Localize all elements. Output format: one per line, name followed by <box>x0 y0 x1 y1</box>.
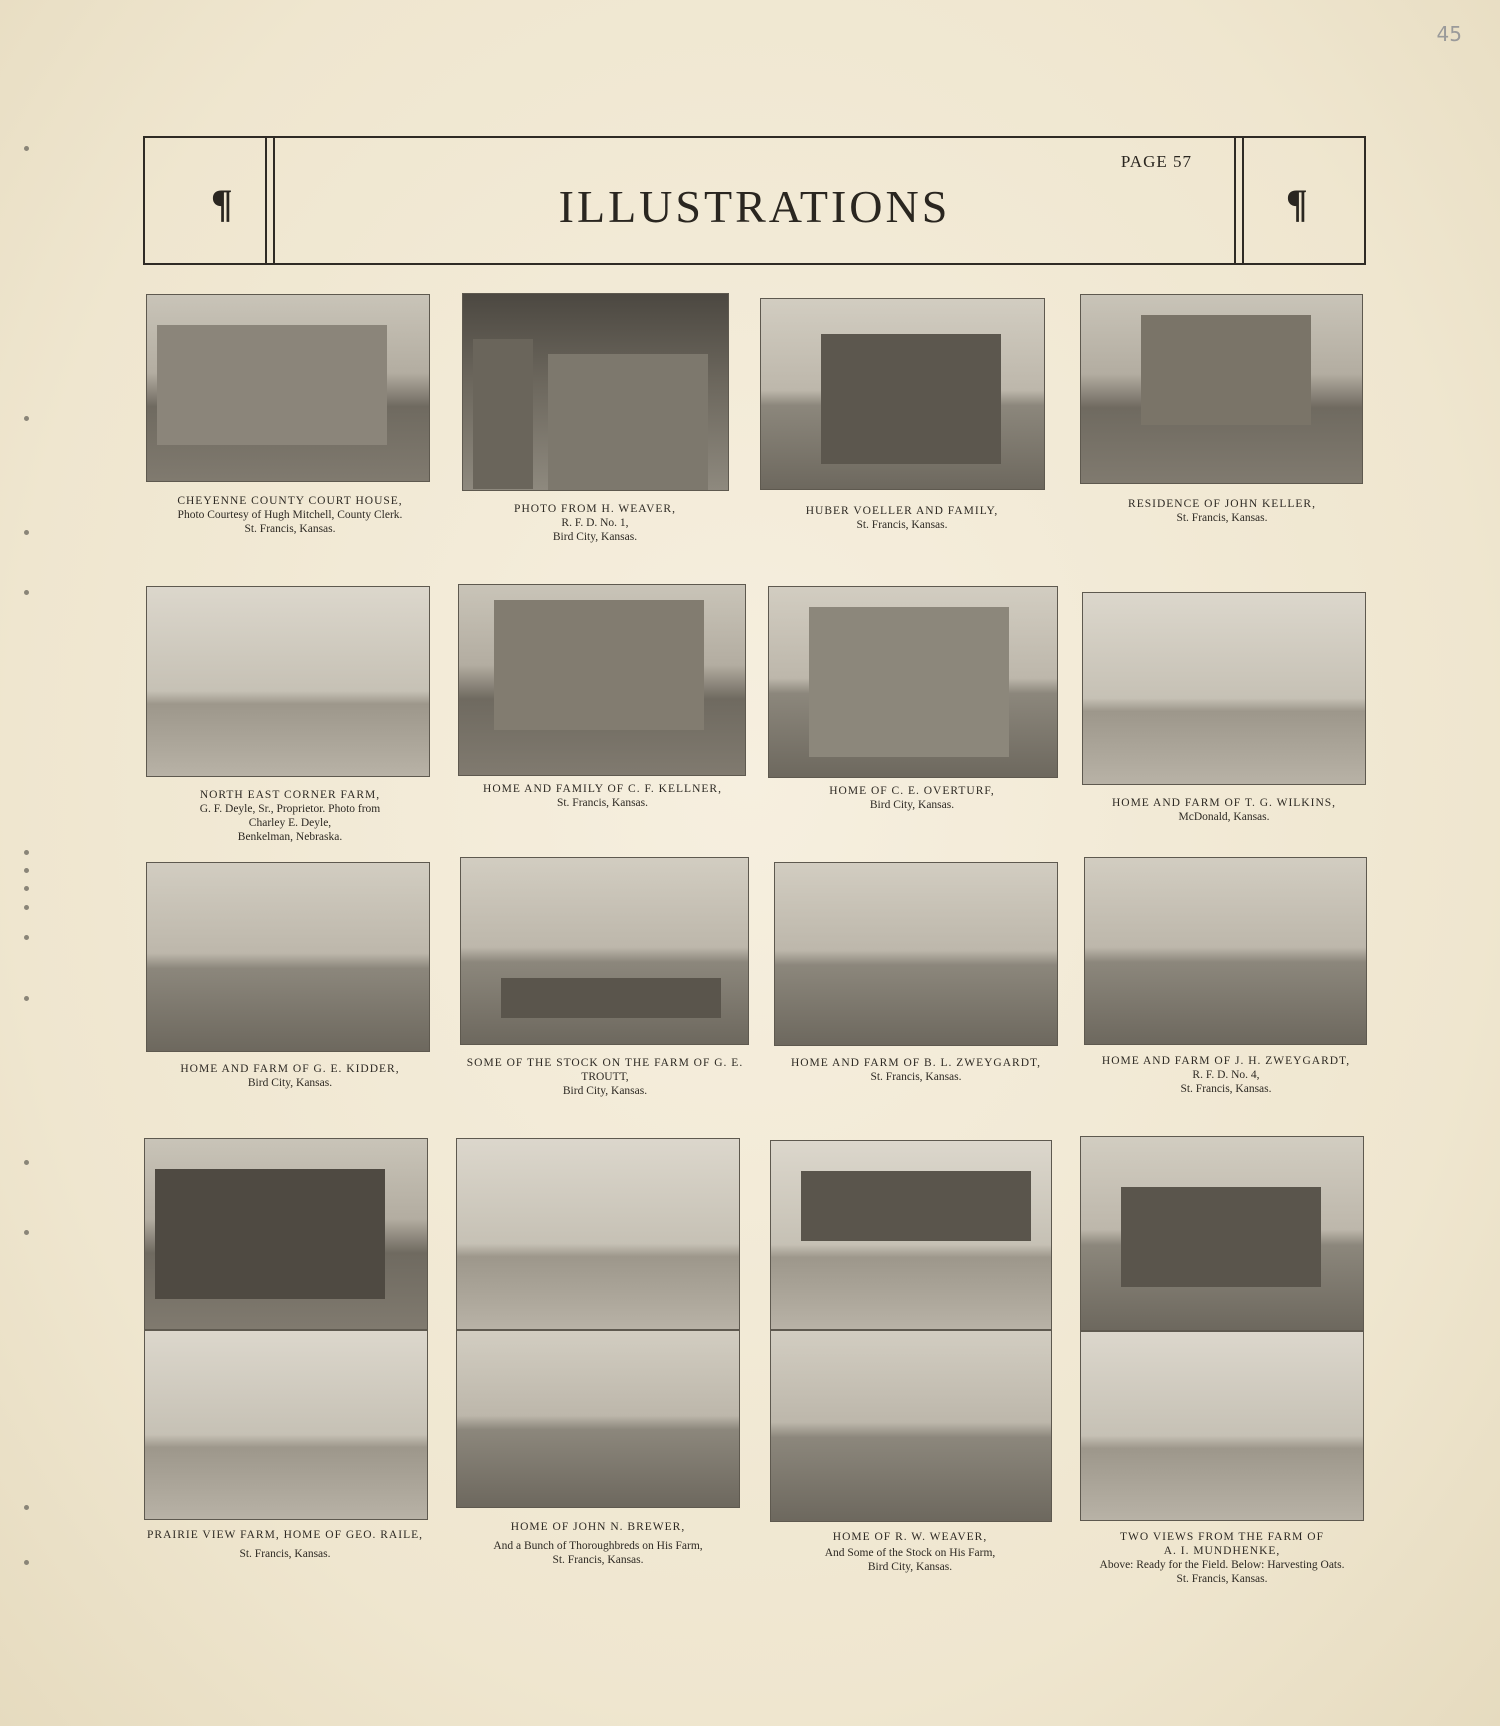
caption-title: HUBER VOELLER AND FAMILY, <box>805 505 999 517</box>
photo-raile-home <box>144 1138 428 1330</box>
photo-weaver-group <box>462 293 729 491</box>
photo-overturf-home <box>768 586 1058 778</box>
caption-line: And Some of the Stock on His Farm, <box>824 1547 996 1559</box>
binding-hole <box>24 868 29 873</box>
caption-line: R. F. D. No. 4, <box>1192 1069 1260 1081</box>
caption-title: HOME OF JOHN N. BREWER, <box>510 1521 686 1533</box>
caption-line: Charley E. Deyle, <box>248 817 332 829</box>
caption-title: HOME AND FARM OF J. H. ZWEYGARDT, <box>1101 1055 1351 1067</box>
caption-title: A. I. MUNDHENKE, <box>1163 1545 1281 1557</box>
photo-troutt-stock <box>460 857 749 1045</box>
caption-title: HOME OF C. E. OVERTURF, <box>829 785 995 797</box>
caption-line: R. F. D. No. 1, <box>561 517 629 529</box>
caption-line: St. Francis, Kansas. <box>244 523 336 535</box>
photo-b-l-zweygardt-farm <box>774 862 1058 1046</box>
binding-hole <box>24 886 29 891</box>
caption-title: RESIDENCE OF JOHN KELLER, <box>1128 498 1316 510</box>
caption-title: PHOTO FROM H. WEAVER, <box>514 503 676 515</box>
caption-line: St. Francis, Kansas. <box>856 519 948 531</box>
photo-keller-residence <box>1080 294 1363 484</box>
caption-line: Bird City, Kansas. <box>869 799 955 811</box>
caption-title: TWO VIEWS FROM THE FARM OF <box>1120 1531 1324 1543</box>
caption-line: St. Francis, Kansas. <box>552 1554 644 1566</box>
caption-line: Photo Courtesy of Hugh Mitchell, County Clerk. <box>177 509 403 521</box>
binding-hole <box>24 1160 29 1165</box>
caption-line: St. Francis, Kansas. <box>1176 1573 1268 1585</box>
caption-line: And a Bunch of Thoroughbreds on His Farm, <box>493 1540 703 1552</box>
caption-line: St. Francis, Kansas. <box>1180 1083 1272 1095</box>
photo-r-w-weaver-home <box>770 1140 1052 1330</box>
photo-wilkins-farm <box>1082 592 1366 785</box>
photo-r-w-weaver-stock <box>770 1330 1052 1522</box>
photo-courthouse <box>146 294 430 482</box>
page-title: ILLUSTRATIONS <box>558 181 951 232</box>
caption-line: TROUTT, <box>581 1071 629 1083</box>
caption-line: St. Francis, Kansas. <box>870 1071 962 1083</box>
caption-title: HOME AND FARM OF B. L. ZWEYGARDT, <box>790 1057 1042 1069</box>
caption-title: HOME AND FAMILY OF C. F. KELLNER, <box>483 783 722 795</box>
caption-line: Bird City, Kansas. <box>552 531 638 543</box>
caption-title: SOME OF THE STOCK ON THE FARM OF G. E. <box>466 1057 744 1069</box>
photo-voeller-family <box>760 298 1045 490</box>
caption-line: Above: Ready for the Field. Below: Harvesting Oats. <box>1099 1559 1345 1571</box>
binding-hole <box>24 1230 29 1235</box>
illustrations-banner <box>143 136 1366 265</box>
caption-title: NORTH EAST CORNER FARM, <box>199 789 381 801</box>
photo-kidder-farm <box>146 862 430 1052</box>
caption-line: St. Francis, Kansas. <box>239 1548 331 1560</box>
caption-title: HOME AND FARM OF G. E. KIDDER, <box>180 1063 400 1075</box>
caption-line: St. Francis, Kansas. <box>1176 512 1268 524</box>
caption-line: St. Francis, Kansas. <box>556 797 649 809</box>
photo-north-east-corner-farm <box>146 586 430 777</box>
corner-page-number: 45 <box>1436 22 1462 46</box>
caption-title: HOME OF R. W. WEAVER, <box>832 1531 988 1543</box>
binding-hole <box>24 1560 29 1565</box>
photo-mundhenke-horses <box>1080 1136 1364 1331</box>
caption-line: Bird City, Kansas. <box>247 1077 333 1089</box>
photo-raile-farm <box>144 1330 428 1520</box>
caption-line: Bird City, Kansas. <box>867 1561 953 1573</box>
photo-kellner-home <box>458 584 746 776</box>
binding-hole <box>24 1505 29 1510</box>
pilcrow-icon: ¶ <box>1286 181 1308 226</box>
caption-line: Benkelman, Nebraska. <box>237 831 343 843</box>
page-label: PAGE 57 <box>1120 152 1192 171</box>
binding-hole <box>24 416 29 421</box>
binding-hole <box>24 530 29 535</box>
photo-brewer-cattle <box>456 1330 740 1508</box>
caption-line: G. F. Deyle, Sr., Proprietor. Photo from <box>199 803 381 815</box>
binding-hole <box>24 905 29 910</box>
caption-title: CHEYENNE COUNTY COURT HOUSE, <box>177 495 403 507</box>
binding-hole <box>24 850 29 855</box>
binding-hole <box>24 935 29 940</box>
photo-j-h-zweygardt-farm <box>1084 857 1367 1045</box>
caption-line: McDonald, Kansas. <box>1178 811 1270 823</box>
caption-line: Bird City, Kansas. <box>562 1085 648 1097</box>
binding-hole <box>24 590 29 595</box>
caption-title: HOME AND FARM OF T. G. WILKINS, <box>1111 797 1337 809</box>
caption-title: PRAIRIE VIEW FARM, HOME OF GEO. RAILE, <box>147 1529 423 1541</box>
photo-brewer-home <box>456 1138 740 1330</box>
binding-hole <box>24 996 29 1001</box>
photo-mundhenke-harvest <box>1080 1331 1364 1521</box>
binding-hole <box>24 146 29 151</box>
pilcrow-icon: ¶ <box>211 181 233 226</box>
